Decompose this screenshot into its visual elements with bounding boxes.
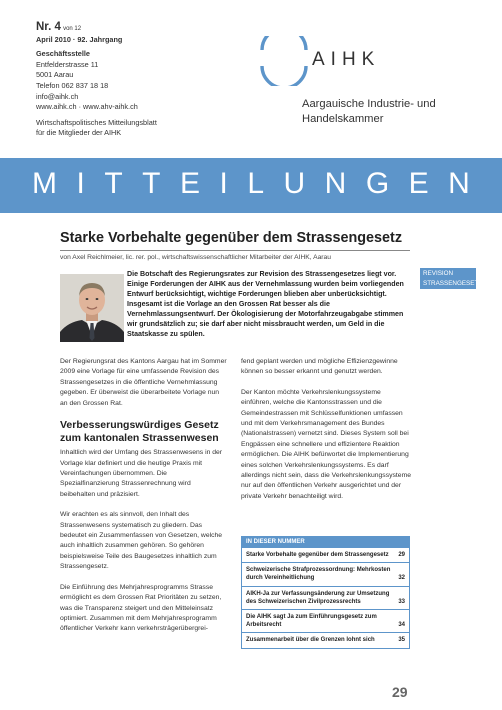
address-city: 5001 Aarau [36,70,74,80]
paragraph: Der Regierungsrat des Kantons Aargau hat im Sommer 2009 eine Vorlage für eine umfassende Revision des Strassengesetzes in die öffentliche Vernehmlassung gegeben. Er überweist die überarbeitete Vorlage nun an den Grossen Rat. [60,358,227,407]
paragraph: Der Kanton möchte Verkehrslenkungssysteme einführen, welche die Kantonsstrassen und die Gemeindestrassen mit Schlüsselfunktionen umfassen und mit dem Verkehrsmanagement des Bundes (Nationalstrassen) vernetzt sind. Dieses System soll bei Engpässen eine schnellere und effizientere Reaktion ermöglichen. Die AIHK befürwortet die Implementierung eines solchen Verkehrslenkungssystems. Es darf allerdings nicht sein, dass die Verkehrslenkungssysteme nur auf den öffentlichen Verkehr ausgerichtet und der private Verkehr benachteiligt wird. [241,388,412,500]
web-links[interactable]: www.aihk.ch · www.ahv-aihk.ch [36,102,138,112]
contents-item[interactable] [242,633,409,647]
contents-title: IN DIESER NUMMER [242,537,409,548]
contents-item-page: 32 [398,575,405,582]
tag-line-1: REVISION [423,270,454,277]
phone: Telefon 062 837 18 18 [36,80,109,90]
office-label: Geschäftsstelle [36,49,90,59]
address-street: Entfelderstrasse 11 [36,59,99,69]
contents-item[interactable] [242,563,409,586]
author-portrait [60,274,124,342]
paragraph: fend geplant werden und mögliche Effizienzgewinne können so besser erkannt und genutzt werden. [241,358,398,376]
contents-item-title: Die AIHK sagt Ja zum Einführungsgesetz zum Arbeitsrecht [246,614,377,629]
org-name-line-2: Handelskammer [302,112,384,125]
article-byline: von Axel Reichlmeier, lic. rer. pol., wirtschaftswissenschaftlicher Mitarbeiter der AIHK, Aarau [60,254,331,261]
email-link[interactable]: info@aihk.ch [36,91,79,101]
contents-item-title: Schweizerische Strafprozessordnung: Mehrkosten durch Vereinheitlichung [246,567,391,582]
issue-total: von 12 [63,26,82,32]
paragraph: Wir erachten es als sinnvoll, den Inhalt des Strassenwesens systematisch zu gliedern. Das bedeutet ein Zusammenfassen von Gesetzen, welche auch inhaltlich zusammen gehören. So gehören beispielsweise Teile des Baugesetzes inhaltlich zum Strassengesetz. [60,511,223,571]
article-headline: Starke Vorbehalte gegenüber dem Strassengesetz [60,230,403,246]
contents-item[interactable] [242,548,409,563]
contents-item[interactable] [242,610,409,633]
paragraph: Inhaltlich wird der Umfang des Strassenwesens in der Vorlage klar definiert und die heutige Praxis mit Vereinfachungen übernommen. Die Spezialfinanzierung Strassenrechnung wird beibehalten und präzisiert. [60,449,223,498]
title-banner [0,158,502,213]
contents-item-title: AIKH-Ja zur Verfassungsänderung zur Umsetzung des Schweizerischen Zivilprozessrechts [246,590,390,605]
article-column-right [241,357,412,512]
organization-name [302,97,482,126]
issue-contents-box [241,536,410,649]
article-subheading: Verbesserungswürdiges Gesetz zum kantonalen Strassenwesen [60,419,219,444]
issue-number [36,22,266,35]
publication-audience: für die Mitglieder der AIHK [36,128,122,138]
contents-item[interactable] [242,587,409,610]
paragraph: Die Einführung des Mehrjahresprogramms Strasse ermöglicht es dem Grossen Rat Prioritäten zu setzen, was die Transparenz steigert und den Mitteleinsatz optimiert. Zusammen mit dem Mehrjahresprogramm öffentlicher Verkehr kann verkehrsträgerübergrei- [60,583,222,633]
org-name-line-1: Aargauische Industrie- und [302,98,436,110]
headline-divider [60,250,410,251]
article-column-left [60,357,227,645]
section-tag [420,268,483,289]
publication-description: Wirtschaftspolitisches Mitteilungsblatt [36,117,157,127]
aihk-logo [256,36,410,86]
article-lead: Die Botschaft des Regierungsrates zur Revision des Strassengesetzes liegt vor. Einige Forderungen der AIHK aus der Vernehmlassung wurden beim vorliegenden Entwurf berücksichtigt, wichtige Forderungen blieben aber unberücksichtigt. Insgesamt ist die Vorlage an den Grossen Rat besser als die Vernehmlassungsentwurf. Der Ökologisierung der Motorfahrzeugabgabe stimmen wir grundsätzlich zu; sie darf aber nicht missbraucht werden, um Geld in die Staatskasse zu spülen. [127,270,404,338]
page-number: 29 [392,684,408,700]
issue-number-value: Nr. 4 [36,21,61,33]
contents-item-page: 35 [398,637,405,644]
contents-item-page: 29 [398,552,405,558]
contents-item-page: 33 [398,598,405,605]
tag-line-2: STRASSENGESETZ [423,279,483,287]
masthead-info [36,22,266,139]
contents-item-title: Starke Vorbehalte gegenüber dem Strassengesetz [246,552,389,558]
banner-title: MITTEILUNGEN [32,167,490,200]
issue-date: April 2010 · 92. Jahrgang [36,34,123,44]
contents-item-page: 34 [398,622,405,629]
logo-text: AIHK [312,49,381,70]
contents-item-title: Zusammenarbeit über die Grenzen lohnt sich [246,637,375,644]
